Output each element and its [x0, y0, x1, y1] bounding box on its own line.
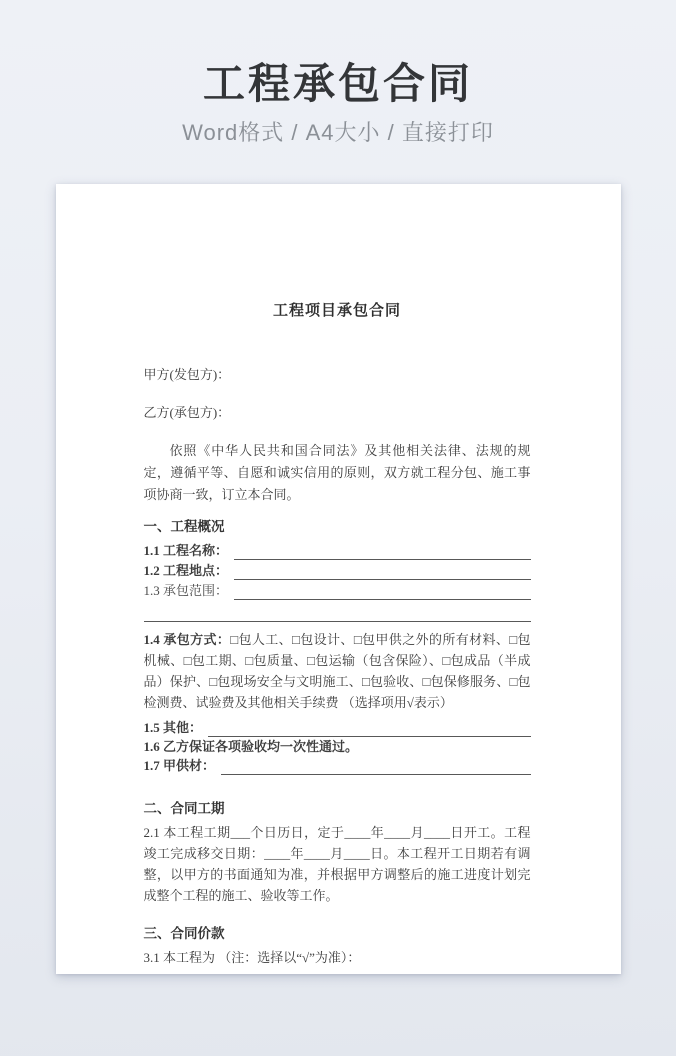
document-title: 工程项目承包合同	[272, 303, 401, 319]
template-banner	[0, 0, 676, 146]
item-1-2-row	[144, 560, 531, 580]
item-1-4-text: □包人工、□包设计、□包甲供之外的所有材料、□包机械、□包工期、□包质量、□包运输（包含保险）、□包成品（半成品）保护、□包现场安全与文明施工、□包验收、□包保修服务、□包检测费、试验费及其他相关手续费 （选择项用√表示）	[143, 632, 531, 710]
blank-line	[234, 540, 530, 560]
item-1-5-row	[144, 718, 531, 737]
item-1-4-label: 1.4 承包方式：	[143, 632, 231, 647]
item-1-7-row	[144, 756, 531, 775]
section-price-heading: 三、合同价款	[143, 926, 225, 941]
blank-line	[234, 580, 530, 600]
blank-line	[221, 756, 530, 775]
item-1-2-label: 1.2 工程地点：	[143, 563, 229, 578]
blank-line-continuation	[144, 600, 531, 622]
banner-title: 工程承包合同	[202, 60, 473, 107]
party-a-line: 甲方(发包方)：	[143, 367, 231, 382]
item-1-4-paragraph	[144, 629, 531, 713]
item-1-1-row	[144, 540, 531, 560]
item-2-1-paragraph: 2.1 本工程工期___个日历日，定于____年____月____日开工。工程竣工完成移交日期：____年____月____日。本工程开工日期若有调整，以甲方的书面通知为准，并根据甲方调整后的施工进度计划完成整个工程的施工、验收等工作。	[143, 825, 531, 903]
item-1-7-label: 1.7 甲供材：	[143, 758, 216, 773]
document-page	[56, 184, 621, 974]
section-overview-heading: 一、工程概况	[143, 519, 225, 534]
item-3-1-paragraph: 3.1 本工程为 （注：选择以“√”为准）：	[143, 950, 361, 965]
item-1-5-label: 1.5 其他：	[143, 720, 203, 735]
banner-subtitle: Word格式 / A4大小 / 直接打印	[182, 120, 494, 145]
blank-line	[234, 560, 530, 580]
item-1-6-line: 1.6 乙方保证各项验收均一次性通过。	[143, 739, 359, 754]
party-b-line: 乙方(承包方)：	[143, 405, 231, 420]
section-duration-heading: 二、合同工期	[143, 801, 225, 816]
preamble-paragraph: 依照《中华人民共和国合同法》及其他相关法律、法规的规定，遵循平等、自愿和诚实信用的原则，双方就工程分包、施工事项协商一致，订立本合同。	[143, 443, 531, 502]
item-1-3-row	[144, 580, 531, 600]
item-1-3-label: 1.3 承包范围：	[143, 583, 229, 598]
item-1-1-label: 1.1 工程名称：	[143, 543, 229, 558]
blank-line	[208, 718, 530, 737]
